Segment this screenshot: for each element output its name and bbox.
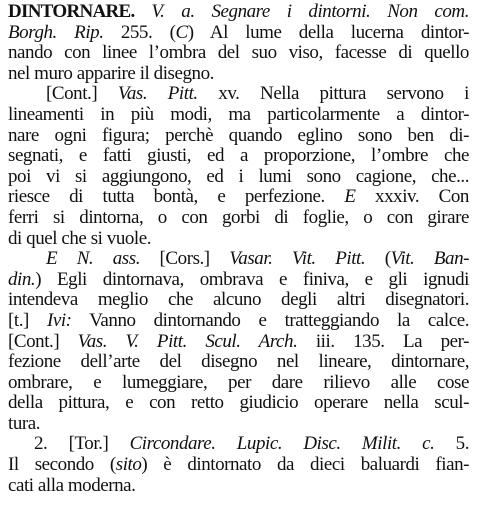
text-run: lineamenti in più modi, ma particolarmente a dintor-: [8, 103, 469, 125]
text-line: [8, 84, 469, 105]
text-run: ) Al lume della lucerna dintor-: [187, 21, 470, 43]
text-run: ) è dintornato da dieci baluardi fian-: [141, 454, 469, 476]
citation-italic: E: [344, 186, 356, 208]
text-run: della pittura, e con retto giudicio operare nella scul-: [8, 392, 469, 414]
text-run: cati alla moderna.: [8, 474, 136, 496]
text-run: [135, 1, 152, 22]
citation-italic: E N. ass.: [46, 248, 140, 270]
text-line: [8, 64, 469, 85]
definition-block: [8, 2, 469, 84]
text-run: [Cors.]: [140, 248, 230, 270]
text-line: [8, 290, 469, 311]
text-run: ) Egli dintornava, ombrava e finiva, e gli ignudi: [35, 268, 469, 290]
text-run: poi vi si aggiungono, ed i lumi sono cagione, che...: [8, 165, 469, 187]
text-line: [8, 23, 469, 44]
text-line: [8, 434, 469, 455]
sense-2-block: [8, 434, 469, 496]
text-run: nel muro apparire il disegno.: [8, 62, 214, 84]
citation-italic: Borgh. Rip.: [8, 21, 104, 43]
text-run: [Cont.]: [46, 83, 118, 105]
text-run: nando con linee l’ombra del suo viso, facesse di quello: [8, 42, 469, 64]
text-line: [8, 352, 469, 373]
text-line: [8, 270, 469, 291]
text-line: [8, 126, 469, 147]
text-line: [8, 229, 469, 250]
text-run: xv. Nella pittura servono i: [197, 83, 470, 105]
text-line: [8, 146, 469, 167]
text-line: [8, 373, 469, 394]
text-run: riesce di tutta bontà, e perfezione.: [8, 186, 345, 208]
cont-block-1: [8, 84, 469, 249]
text-run: Vanno dintornando e tratteggiando la calce.: [71, 309, 469, 331]
text-line: [8, 332, 469, 353]
text-line: [8, 208, 469, 229]
text-run: [Cont.]: [8, 330, 78, 352]
citation-italic: Vas. Pitt.: [117, 83, 198, 105]
n-ass-block: [8, 249, 469, 434]
citation-italic: Ivi:: [46, 309, 72, 331]
text-run: nare ogni figura; perchè quando eglino sono ben di-: [8, 124, 469, 146]
text-line: [8, 311, 469, 332]
text-line: [8, 249, 469, 270]
text-line: [8, 393, 469, 414]
text-line: [8, 476, 469, 497]
text-line: [8, 43, 469, 64]
text-run: (: [365, 248, 391, 270]
headword: DINTORNARE.: [8, 1, 135, 22]
text-line: [8, 167, 469, 188]
text-run: di quel che si vuole.: [8, 227, 152, 249]
text-run: intendeva meglio che alcuno degli altri disegnatori.: [8, 289, 469, 311]
text-run: tura.: [8, 412, 41, 434]
text-line: [8, 455, 469, 476]
citation-italic: Vit. Ban-: [390, 248, 469, 270]
text-run: segnati, e fatti giusti, ed a proporzione, l’ombre che: [8, 145, 469, 167]
text-run: ombrare, e lumeggiare, per dare rilievo alle cose: [8, 371, 469, 393]
text-run: [t.]: [8, 309, 47, 331]
citation-italic: C: [175, 21, 188, 43]
text-line: [8, 414, 469, 435]
citation-italic: Vas. V. Pitt. Scul. Arch.: [77, 330, 298, 352]
citation-italic: Vasar. Vit. Pitt.: [229, 248, 366, 270]
citation-italic: sito: [115, 454, 142, 476]
citation-italic: V. a. Segnare i dintorni. Non com.: [151, 1, 469, 22]
citation-italic: din.: [8, 268, 36, 290]
text-run: ferri si dintorna, o con gorbi di foglie, o con girare: [8, 206, 469, 228]
text-run: Il secondo (: [8, 454, 116, 476]
text-run: fezione dell’arte del disegno nel lineare, dintornare,: [8, 351, 469, 373]
text-run: 255. (: [103, 21, 176, 43]
citation-italic: Circondare. Lupic. Disc. Milit. c.: [129, 433, 435, 455]
text-run: xxxiv. Con: [355, 186, 469, 208]
text-run: iii. 135. La per-: [297, 330, 469, 352]
text-line: [8, 187, 469, 208]
text-line: [8, 105, 469, 126]
text-line: [8, 2, 469, 23]
text-run: 5.: [434, 433, 469, 455]
text-run: 2. [Tor.]: [34, 433, 130, 455]
